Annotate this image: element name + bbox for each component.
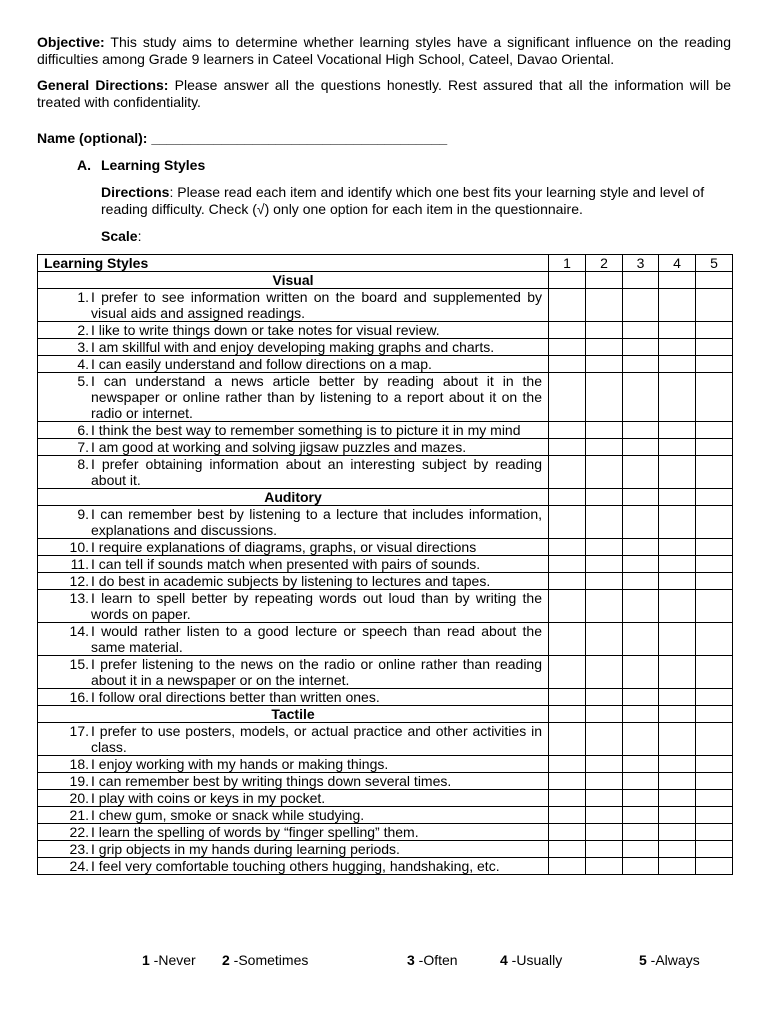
rating-cell-1[interactable] [549,439,586,456]
objective-label: Objective: [37,34,105,50]
scale-label: Scale [101,228,138,244]
rating-cell-2[interactable] [586,439,623,456]
rating-cell-4[interactable] [659,322,696,339]
item-statement: I follow oral directions better than written ones. [91,689,380,705]
rating-cell-4[interactable] [659,623,696,656]
item-number: 15. [69,656,89,672]
rating-cell-3[interactable] [623,858,659,875]
item-number: 21. [69,807,89,823]
item-number: 12. [69,573,89,589]
rating-cell-1[interactable] [549,841,586,858]
table-row [38,539,733,556]
statement-cell [38,439,549,456]
item-statement: I play with coins or keys in my pocket. [91,790,326,806]
rating-cell-3[interactable] [623,841,659,858]
scale-item-never: 1 -Never [142,952,196,968]
category-visual: Visual [38,272,549,289]
rating-cell-1[interactable] [549,373,586,422]
rating-cell-1[interactable] [549,807,586,824]
table-row [38,723,733,756]
rating-cell-3[interactable] [623,456,659,489]
rating-cell-2[interactable] [586,422,623,439]
rating-cell-5[interactable] [696,590,733,623]
rating-cell-1[interactable] [549,858,586,875]
item-statement: I require explanations of diagrams, graphs, or visual directions [91,539,477,555]
rating-cell-5[interactable] [696,373,733,422]
item-number: 20. [69,790,89,806]
scale-heading: Scale: [101,228,142,244]
item-statement: I do best in academic subjects by listening to lectures and tapes. [91,573,491,589]
table-row [38,824,733,841]
table-row [38,807,733,824]
item-number: 4. [77,356,89,372]
rating-cell-3[interactable] [623,373,659,422]
section-title: Learning Styles [101,157,206,173]
rating-cell-3[interactable] [623,756,659,773]
rating-cell-3[interactable] [623,656,659,689]
rating-cell-1[interactable] [549,623,586,656]
rating-cell-4[interactable] [659,807,696,824]
category-empty-cell [623,706,659,723]
statement-cell [38,456,549,489]
rating-cell-1[interactable] [549,289,586,322]
rating-cell-5[interactable] [696,322,733,339]
item-statement: I learn to spell better by repeating words out loud than by writing the words on paper. [91,590,542,622]
statement-cell [38,339,549,356]
rating-cell-4[interactable] [659,824,696,841]
rating-cell-3[interactable] [623,322,659,339]
rating-cell-5[interactable] [696,689,733,706]
rating-cell-3[interactable] [623,573,659,590]
rating-cell-2[interactable] [586,322,623,339]
rating-cell-2[interactable] [586,656,623,689]
statement-cell [38,289,549,322]
rating-cell-3[interactable] [623,339,659,356]
item-statement: I prefer obtaining information about an interesting subject by reading about it. [91,456,542,488]
rating-cell-3[interactable] [623,790,659,807]
category-empty-cell [659,706,696,723]
statement-cell [38,790,549,807]
rating-cell-2[interactable] [586,590,623,623]
directions-label: Directions [101,184,170,200]
rating-cell-4[interactable] [659,756,696,773]
column-header-2: 2 [586,255,623,272]
item-number: 3. [77,339,89,355]
category-empty-cell [549,272,586,289]
rating-cell-1[interactable] [549,773,586,790]
item-number: 9. [77,506,89,522]
statement-cell [38,573,549,590]
item-statement: I can tell if sounds match when presented with pairs of sounds. [91,556,481,572]
table-row [38,756,733,773]
item-number: 11. [70,556,89,572]
category-empty-cell [696,706,733,723]
item-statement: I can remember best by writing things down several times. [91,773,452,789]
rating-cell-2[interactable] [586,456,623,489]
rating-cell-1[interactable] [549,790,586,807]
column-header-4: 4 [659,255,696,272]
scale-item-always: 5 -Always [639,952,700,968]
rating-cell-1[interactable] [549,824,586,841]
rating-cell-4[interactable] [659,339,696,356]
table-row [38,356,733,373]
table-row [38,322,733,339]
rating-cell-2[interactable] [586,841,623,858]
item-number: 13. [69,590,89,606]
rating-cell-4[interactable] [659,656,696,689]
category-row [38,489,733,506]
table-row [38,439,733,456]
item-number: 16. [69,689,89,705]
category-empty-cell [623,489,659,506]
table-row [38,689,733,706]
item-number: 22. [69,824,89,840]
item-number: 19. [69,773,89,789]
scale-item-often: 3 -Often [407,952,458,968]
objective-paragraph [37,34,731,68]
rating-cell-1[interactable] [549,339,586,356]
rating-cell-1[interactable] [549,756,586,773]
rating-cell-1[interactable] [549,556,586,573]
table-row [38,773,733,790]
general-directions-paragraph [37,77,731,111]
statement-cell [38,623,549,656]
rating-cell-2[interactable] [586,506,623,539]
category-auditory: Auditory [38,489,549,506]
statement-cell [38,539,549,556]
table-row [38,289,733,322]
objective-text: This study aims to determine whether learning styles have a significant influence on the reading difficulties among Grade 9 learners in Cateel Vocational High School, Cateel, Davao Oriental. [37,34,731,67]
rating-cell-3[interactable] [623,539,659,556]
item-statement: I learn the spelling of words by “finger spelling” them. [91,824,419,840]
rating-cell-3[interactable] [623,623,659,656]
rating-cell-4[interactable] [659,506,696,539]
rating-cell-2[interactable] [586,556,623,573]
rating-cell-4[interactable] [659,456,696,489]
item-statement: I prefer listening to the news on the radio or online rather than reading about it in a newspaper or on the internet. [91,656,542,688]
rating-cell-1[interactable] [549,356,586,373]
statement-cell [38,506,549,539]
column-header-5: 5 [696,255,733,272]
item-number: 14. [69,623,89,639]
scale-item-usually: 4 -Usually [500,952,563,968]
statement-cell [38,756,549,773]
section-directions [101,184,731,218]
rating-cell-5[interactable] [696,289,733,322]
rating-cell-2[interactable] [586,689,623,706]
rating-cell-3[interactable] [623,689,659,706]
rating-cell-3[interactable] [623,723,659,756]
statement-cell [38,841,549,858]
item-statement: I am skillful with and enjoy developing making graphs and charts. [91,339,495,355]
rating-cell-3[interactable] [623,556,659,573]
rating-cell-1[interactable] [549,422,586,439]
rating-cell-2[interactable] [586,756,623,773]
questionnaire-page [37,34,731,875]
item-number: 8. [77,456,89,472]
item-statement: I prefer to see information written on the board and supplemented by visual aids and assigned readings. [91,289,542,321]
item-statement: I can understand a news article better by reading about it in the newspaper or online rather than by listening to a report about it on the radio or internet. [91,373,542,421]
rating-cell-4[interactable] [659,689,696,706]
rating-cell-2[interactable] [586,807,623,824]
rating-cell-3[interactable] [623,506,659,539]
statement-cell [38,373,549,422]
rating-cell-5[interactable] [696,841,733,858]
rating-cell-5[interactable] [696,656,733,689]
item-statement: I am good at working and solving jigsaw puzzles and mazes. [91,439,467,455]
rating-cell-1[interactable] [549,322,586,339]
item-number: 6. [77,422,89,438]
table-row [38,590,733,623]
table-row [38,339,733,356]
category-tactile: Tactile [38,706,549,723]
rating-cell-1[interactable] [549,689,586,706]
rating-cell-5[interactable] [696,356,733,373]
scale-item-sometimes: 2 -Sometimes [222,952,309,968]
rating-cell-4[interactable] [659,590,696,623]
rating-cell-4[interactable] [659,790,696,807]
rating-cell-2[interactable] [586,356,623,373]
statement-cell [38,590,549,623]
rating-cell-3[interactable] [623,773,659,790]
rating-cell-3[interactable] [623,422,659,439]
item-statement: I would rather listen to a good lecture or speech than read about the same material. [91,623,542,655]
column-header-1: 1 [549,255,586,272]
rating-cell-3[interactable] [623,439,659,456]
rating-cell-5[interactable] [696,439,733,456]
item-statement: I prefer to use posters, models, or actual practice and other activities in class. [91,723,542,755]
rating-cell-3[interactable] [623,356,659,373]
item-number: 23. [69,841,89,857]
item-number: 24. [69,858,89,874]
table-row [38,573,733,590]
item-number: 1. [77,289,89,305]
statement-cell [38,422,549,439]
table-row [38,456,733,489]
table-row [38,790,733,807]
table-row [38,841,733,858]
item-statement: I think the best way to remember something is to picture it in my mind [91,422,521,438]
rating-cell-5[interactable] [696,824,733,841]
table-header-learning-styles: Learning Styles [38,255,549,272]
item-statement: I enjoy working with my hands or making things. [91,756,389,772]
rating-cell-5[interactable] [696,756,733,773]
rating-cell-4[interactable] [659,858,696,875]
category-row [38,706,733,723]
rating-cell-2[interactable] [586,373,623,422]
general-directions-label: General Directions: [37,77,169,93]
rating-cell-4[interactable] [659,422,696,439]
statement-cell [38,689,549,706]
item-statement: I chew gum, smoke or snack while studying. [91,807,365,823]
item-number: 18. [69,756,89,772]
item-statement: I like to write things down or take notes for visual review. [91,322,440,338]
category-empty-cell [623,272,659,289]
rating-cell-5[interactable] [696,506,733,539]
rating-cell-4[interactable] [659,773,696,790]
category-empty-cell [659,489,696,506]
table-row [38,556,733,573]
rating-cell-2[interactable] [586,623,623,656]
statement-cell [38,824,549,841]
rating-cell-5[interactable] [696,858,733,875]
rating-cell-4[interactable] [659,373,696,422]
rating-cell-2[interactable] [586,289,623,322]
statement-cell [38,356,549,373]
table-header-row [38,255,733,272]
category-empty-cell [659,272,696,289]
table-row [38,623,733,656]
rating-cell-5[interactable] [696,539,733,556]
rating-cell-5[interactable] [696,573,733,590]
item-number: 7. [77,439,89,455]
section-heading [77,157,731,174]
item-statement: I can remember best by listening to a lecture that includes information, explanations and discussions. [91,506,542,538]
rating-cell-2[interactable] [586,858,623,875]
rating-cell-2[interactable] [586,339,623,356]
rating-cell-5[interactable] [696,339,733,356]
directions-text: : Please read each item and identify which one best fits your learning style and level of reading difficulty. Check (√) only one option for each item in the questionnaire. [101,184,705,217]
item-statement: I grip objects in my hands during learning periods. [91,841,400,857]
section-letter: A. [77,157,91,173]
category-empty-cell [586,489,623,506]
statement-cell [38,723,549,756]
rating-cell-1[interactable] [549,506,586,539]
item-number: 5. [77,373,89,389]
rating-cell-2[interactable] [586,773,623,790]
rating-cell-5[interactable] [696,422,733,439]
rating-cell-2[interactable] [586,824,623,841]
rating-cell-4[interactable] [659,556,696,573]
item-number: 17. [69,723,89,739]
rating-cell-5[interactable] [696,623,733,656]
statement-cell [38,656,549,689]
table-row [38,656,733,689]
rating-cell-3[interactable] [623,807,659,824]
category-empty-cell [696,272,733,289]
rating-cell-1[interactable] [549,590,586,623]
rating-cell-2[interactable] [586,723,623,756]
category-empty-cell [549,489,586,506]
rating-cell-1[interactable] [549,723,586,756]
rating-scale-legend [37,952,731,970]
rating-cell-5[interactable] [696,773,733,790]
rating-cell-4[interactable] [659,573,696,590]
item-statement: I can easily understand and follow directions on a map. [91,356,432,372]
table-row [38,422,733,439]
rating-cell-4[interactable] [659,289,696,322]
table-row [38,373,733,422]
rating-cell-1[interactable] [549,656,586,689]
rating-cell-2[interactable] [586,573,623,590]
rating-cell-5[interactable] [696,556,733,573]
item-statement: I feel very comfortable touching others hugging, handshaking, etc. [91,858,500,874]
rating-cell-3[interactable] [623,824,659,841]
rating-cell-1[interactable] [549,539,586,556]
statement-cell [38,773,549,790]
rating-cell-3[interactable] [623,590,659,623]
table-row [38,506,733,539]
rating-cell-4[interactable] [659,723,696,756]
rating-cell-5[interactable] [696,807,733,824]
rating-cell-5[interactable] [696,790,733,807]
learning-styles-table [37,254,733,875]
rating-cell-2[interactable] [586,539,623,556]
rating-cell-4[interactable] [659,841,696,858]
rating-cell-5[interactable] [696,456,733,489]
item-number: 2. [77,322,89,338]
category-empty-cell [586,706,623,723]
rating-cell-2[interactable] [586,790,623,807]
category-empty-cell [586,272,623,289]
name-field: Name (optional): ______________________________________ [37,130,448,146]
table-body [38,272,733,875]
general-directions-text: Please answer all the questions honestly. Rest assured that all the information will be treated with confidentiality. [37,77,732,110]
rating-cell-3[interactable] [623,289,659,322]
statement-cell [38,556,549,573]
category-empty-cell [549,706,586,723]
rating-cell-4[interactable] [659,539,696,556]
rating-cell-1[interactable] [549,573,586,590]
statement-cell [38,807,549,824]
rating-cell-1[interactable] [549,456,586,489]
rating-cell-4[interactable] [659,356,696,373]
statement-cell [38,858,549,875]
rating-cell-5[interactable] [696,723,733,756]
statement-cell [38,322,549,339]
table-row [38,858,733,875]
rating-cell-4[interactable] [659,439,696,456]
category-empty-cell [696,489,733,506]
item-number: 10. [69,539,89,555]
column-header-3: 3 [623,255,659,272]
category-row [38,272,733,289]
